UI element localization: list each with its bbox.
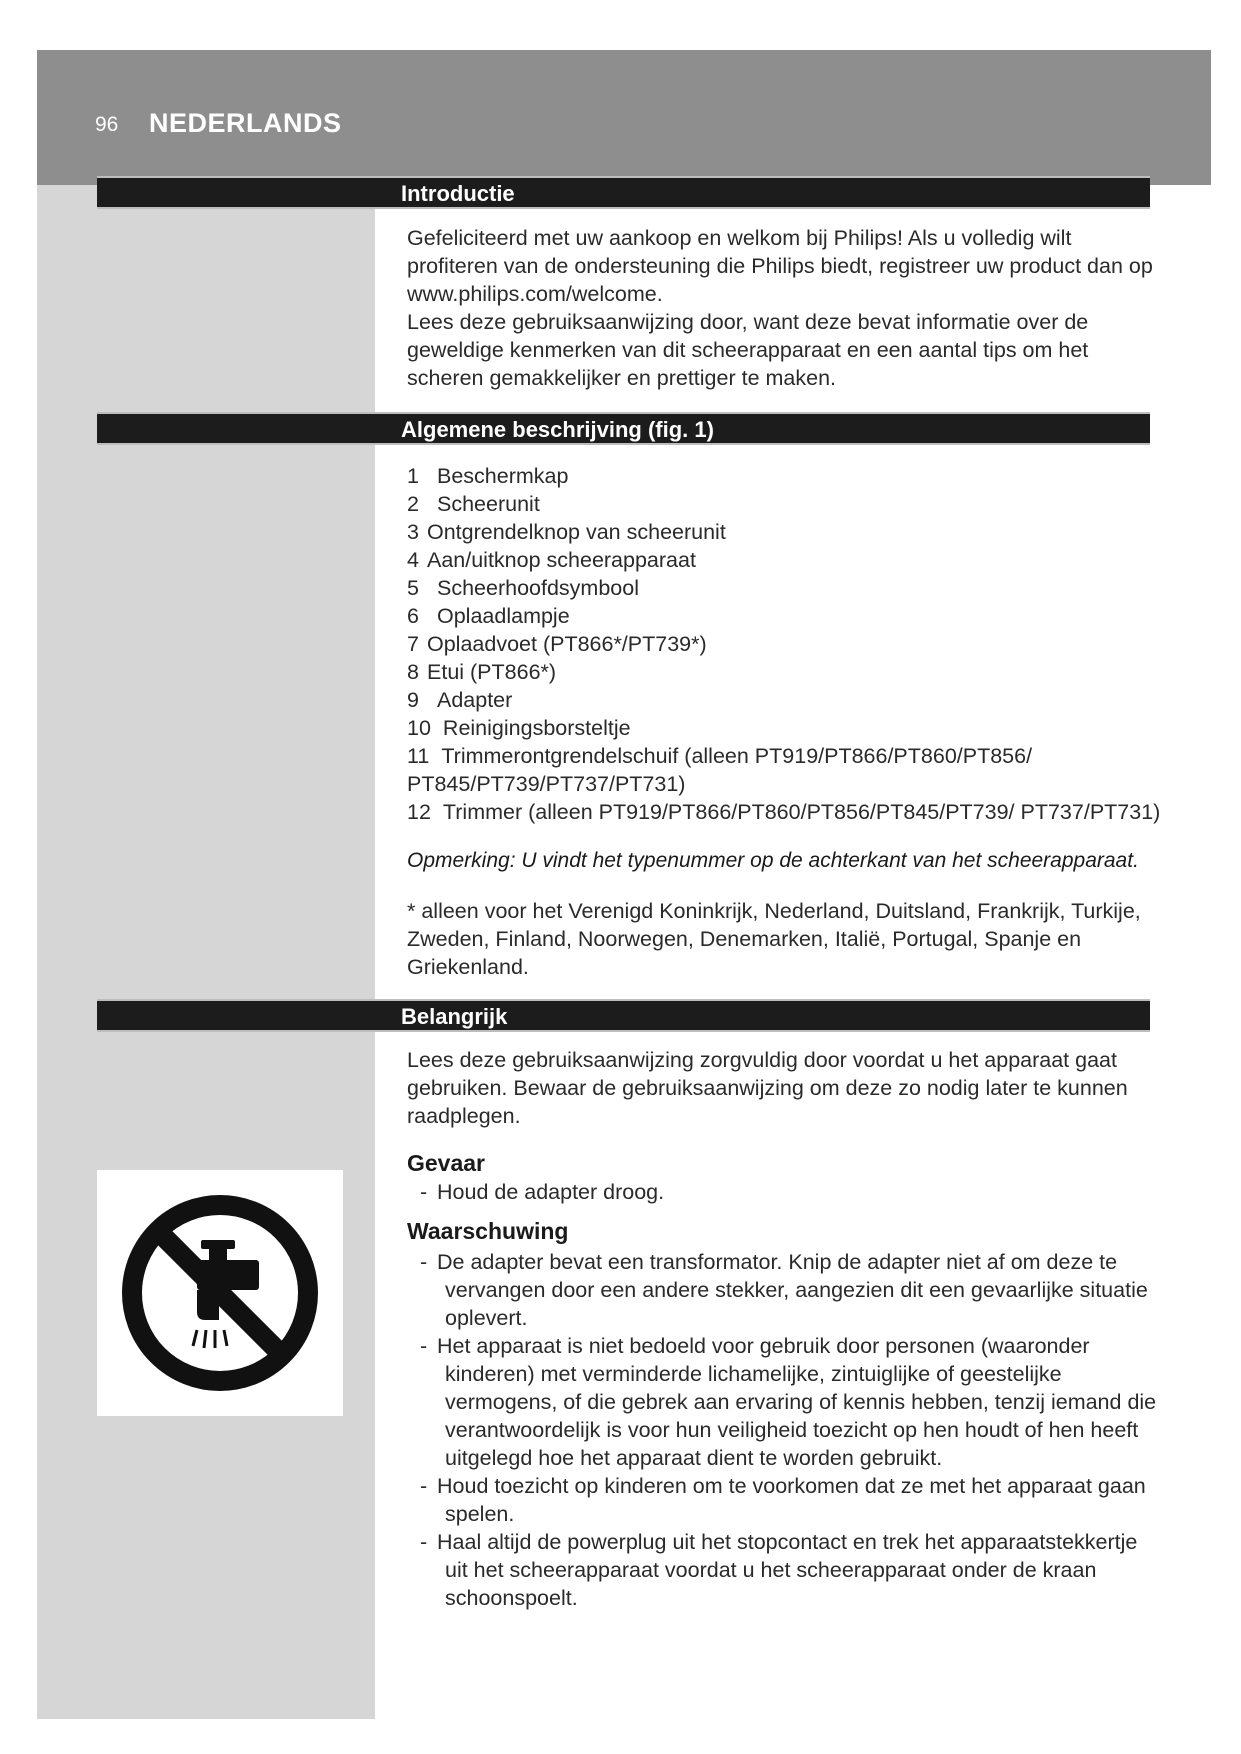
list-item: 8 Etui (PT866*) [407,660,557,684]
list-item: 10 Reinigingsborsteltje [407,716,631,740]
list-item: 5 Scheerhoofdsymbool [407,576,639,600]
section-bar-intro [97,176,1150,209]
list-item: - Het apparaat is niet bedoeld voor gebruik door personen (waaronder kinderen) met verminderde lichamelijke, zintuiglijke of geestelijke vermogens, of die gebrek aan ervaring of kennis hebben, tenzij iemand die verantwoordelijk is voor hun veiligheid toezicht op hen houdt of hen heeft uitgelegd hoe het apparaat dient te worden gebruikt. [420,1334,1157,1470]
section-bar-important [97,999,1150,1032]
list-item: 2 Scheerunit [407,492,540,516]
list-item: 1 Beschermkap [407,464,569,488]
important-intro: Lees deze gebruiksaanwijzing zorgvuldig door voordat u het apparaat gaat gebruiken. Bewaar de gebruiksaanwijzing om deze zo nodig later te kunnen raadplegen. [407,1048,1128,1128]
page-number: 96 [95,113,119,136]
footnote-text: * alleen voor het Verenigd Koninkrijk, Nederland, Duitsland, Frankrijk, Turkije, Zweden, Finland, Noorwegen, Denemarken, Italië, Portugal, Spanje en Griekenland. [407,899,1141,979]
no-water-tap-icon [97,1170,343,1416]
warning-list [420,1248,1165,1612]
list-item: 3 Ontgrendelknop van scheerunit [407,520,726,544]
list-item: - Houd toezicht op kinderen om te voorkomen dat ze met het apparaat gaan spelen. [420,1474,1146,1526]
note-text: Opmerking: U vindt het typenummer op de achterkant van het scheerapparaat. [407,849,1139,872]
icon-panel [97,1170,343,1416]
section-bar-general [97,412,1150,445]
parts-list [407,462,1162,826]
intro-paragraph: Gefeliciteerd met uw aankoop en welkom bij Philips! Als u volledig wilt profiteren van de ondersteuning die Philips biedt, registreer uw product dan op www.philips.com/welcome. [407,226,1153,306]
section-title-general: Algemene beschrijving (fig. 1) [401,417,714,442]
section-title-important: Belangrijk [401,1004,508,1029]
list-item: 12 Trimmer (alleen PT919/PT866/PT860/PT856/PT845/PT739/ PT737/PT731) [407,800,1161,824]
warning-heading: Waarschuwing [407,1218,569,1244]
list-item: 6 Oplaadlampje [407,604,570,628]
danger-list [420,1178,1165,1206]
section-title-intro: Introductie [401,181,515,206]
list-item: 7 Oplaadvoet (PT866*/PT739*) [407,632,707,656]
danger-heading: Gevaar [407,1150,486,1176]
intro-paragraph: Lees deze gebruiksaanwijzing door, want deze bevat informatie over de geweldige kenmerken van dit scheerapparaat en een aantal tips om het scheren gemakkelijker en prettiger te maken. [407,310,1089,390]
list-item: 11 Trimmerontgrendelschuif (alleen PT919/PT866/PT860/PT856/ PT845/PT739/PT737/PT731) [407,744,1033,796]
list-item: - Haal altijd de powerplug uit het stopcontact en trek het apparaatstekkertje uit het scheerapparaat voordat u het scheerapparaat onder de kraan schoonspoelt. [420,1530,1138,1610]
list-item: 4 Aan/uitknop scheerapparaat [407,548,696,572]
intro-text [407,224,1162,392]
list-item: 9 Adapter [407,688,513,712]
list-item: - Houd de adapter droog. [420,1180,665,1204]
list-item: - De adapter bevat een transformator. Knip de adapter niet af om deze te vervangen door een andere stekker, aangezien dit een gevaarlijke situatie oplevert. [420,1250,1148,1330]
language-title: NEDERLANDS [149,108,342,138]
